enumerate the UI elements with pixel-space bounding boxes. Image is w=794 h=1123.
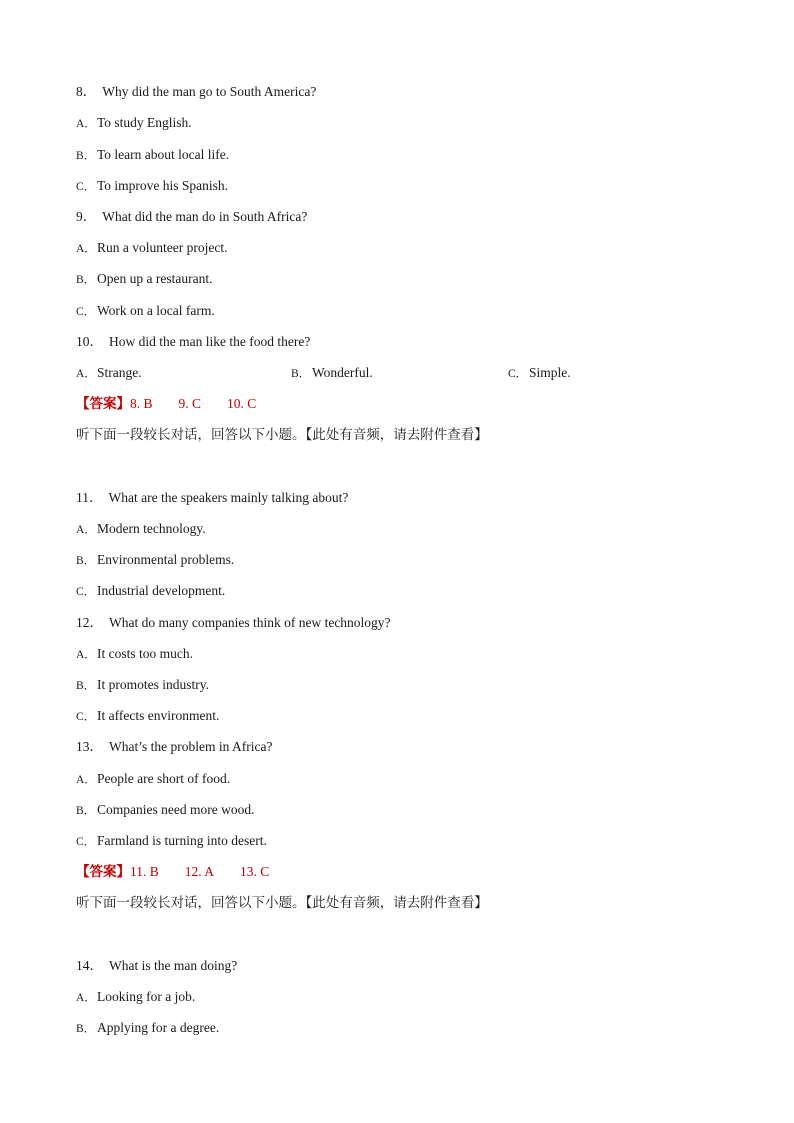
answer-key-1 [76, 395, 282, 413]
answer-key-2 [76, 863, 295, 881]
option-8a [76, 114, 192, 133]
listening-instruction: 听下面一段较长对话，回答以下小题。【此处有音频，请去附件查看】 [76, 895, 488, 911]
option-text: Industrial development. [97, 583, 226, 598]
option-text: Environmental problems. [97, 552, 235, 567]
question-text: How did the man like the food there? [109, 334, 311, 349]
option-9a [76, 239, 227, 258]
answer-item: 13. C [240, 864, 270, 879]
option-text: Applying for a degree. [97, 1020, 220, 1035]
option-text: Run a volunteer project. [97, 240, 228, 255]
option-letter: B． [76, 1023, 96, 1035]
question-text: What are the speakers mainly talking about? [108, 490, 349, 505]
option-10b [291, 364, 373, 383]
answer-item: 8. B [130, 396, 153, 411]
option-13a [76, 770, 230, 789]
question-number: 13． [76, 739, 103, 754]
option-letter: A． [76, 243, 96, 255]
question-text: Why did the man go to South America? [102, 84, 317, 99]
question-9 [76, 208, 307, 226]
option-letter: A． [76, 118, 96, 130]
option-text: It costs too much. [97, 646, 193, 661]
option-letter: C． [508, 368, 528, 380]
option-letter: C． [76, 711, 96, 723]
question-number: 8． [76, 84, 97, 99]
option-letter: C． [76, 306, 96, 318]
answer-item: 12. A [184, 864, 215, 879]
answer-tag: 【答案】 [76, 396, 130, 412]
option-letter: B． [76, 555, 96, 567]
option-text: It affects environment. [97, 708, 220, 723]
answer-item: 9. C [178, 396, 202, 411]
option-text: Strange. [97, 365, 142, 380]
question-text: What’s the problem in Africa? [109, 739, 273, 754]
option-11b [76, 551, 234, 570]
answer-tag: 【答案】 [76, 864, 130, 880]
option-letter: B． [76, 274, 96, 286]
option-letter: C． [76, 836, 96, 848]
option-9c [76, 302, 215, 321]
question-14 [76, 957, 237, 975]
question-number: 11． [76, 490, 103, 505]
question-number: 10． [76, 334, 103, 349]
option-text: Wonderful. [312, 365, 373, 380]
option-12a [76, 645, 193, 664]
question-number: 12． [76, 615, 103, 630]
option-10a [76, 364, 142, 383]
option-text: People are short of food. [97, 771, 231, 786]
question-number: 14． [76, 958, 103, 973]
option-8b [76, 146, 229, 165]
question-12 [76, 614, 391, 632]
option-letter: A． [76, 649, 96, 661]
option-8c [76, 177, 228, 196]
option-14a [76, 988, 195, 1007]
question-10 [76, 333, 310, 351]
question-11 [76, 489, 348, 507]
option-letter: B． [291, 368, 311, 380]
option-text: Looking for a job. [97, 989, 196, 1004]
option-letter: A． [76, 992, 96, 1004]
option-text: Work on a local farm. [97, 303, 215, 318]
question-13 [76, 738, 272, 756]
option-letter: B． [76, 150, 96, 162]
option-text: Companies need more wood. [97, 802, 255, 817]
option-letter: B． [76, 805, 96, 817]
option-13b [76, 801, 254, 820]
option-letter: C． [76, 586, 96, 598]
listening-instruction: 听下面一段较长对话，回答以下小题。【此处有音频，请去附件查看】 [76, 427, 488, 443]
option-11c [76, 582, 225, 601]
option-11a [76, 520, 206, 539]
option-letter: B． [76, 680, 96, 692]
option-12b [76, 676, 209, 695]
option-text: To improve his Spanish. [97, 178, 229, 193]
option-9b [76, 270, 212, 289]
option-text: Simple. [529, 365, 571, 380]
answer-item: 10. C [227, 396, 257, 411]
option-10c [508, 364, 571, 383]
option-text: To learn about local life. [97, 147, 230, 162]
option-13c [76, 832, 267, 851]
option-12c [76, 707, 219, 726]
answer-item: 11. B [130, 864, 159, 879]
question-text: What do many companies think of new technology? [109, 615, 391, 630]
question-8 [76, 83, 316, 101]
option-text: Modern technology. [97, 521, 206, 536]
question-text: What did the man do in South Africa? [102, 209, 308, 224]
question-number: 9． [76, 209, 97, 224]
option-letter: A． [76, 524, 96, 536]
option-text: It promotes industry. [97, 677, 209, 692]
option-letter: A． [76, 774, 96, 786]
option-text: To study English. [97, 115, 192, 130]
option-14b [76, 1019, 219, 1038]
option-letter: C． [76, 181, 96, 193]
question-text: What is the man doing? [109, 958, 238, 973]
option-text: Farmland is turning into desert. [97, 833, 267, 848]
option-text: Open up a restaurant. [97, 271, 213, 286]
option-letter: A． [76, 368, 96, 380]
